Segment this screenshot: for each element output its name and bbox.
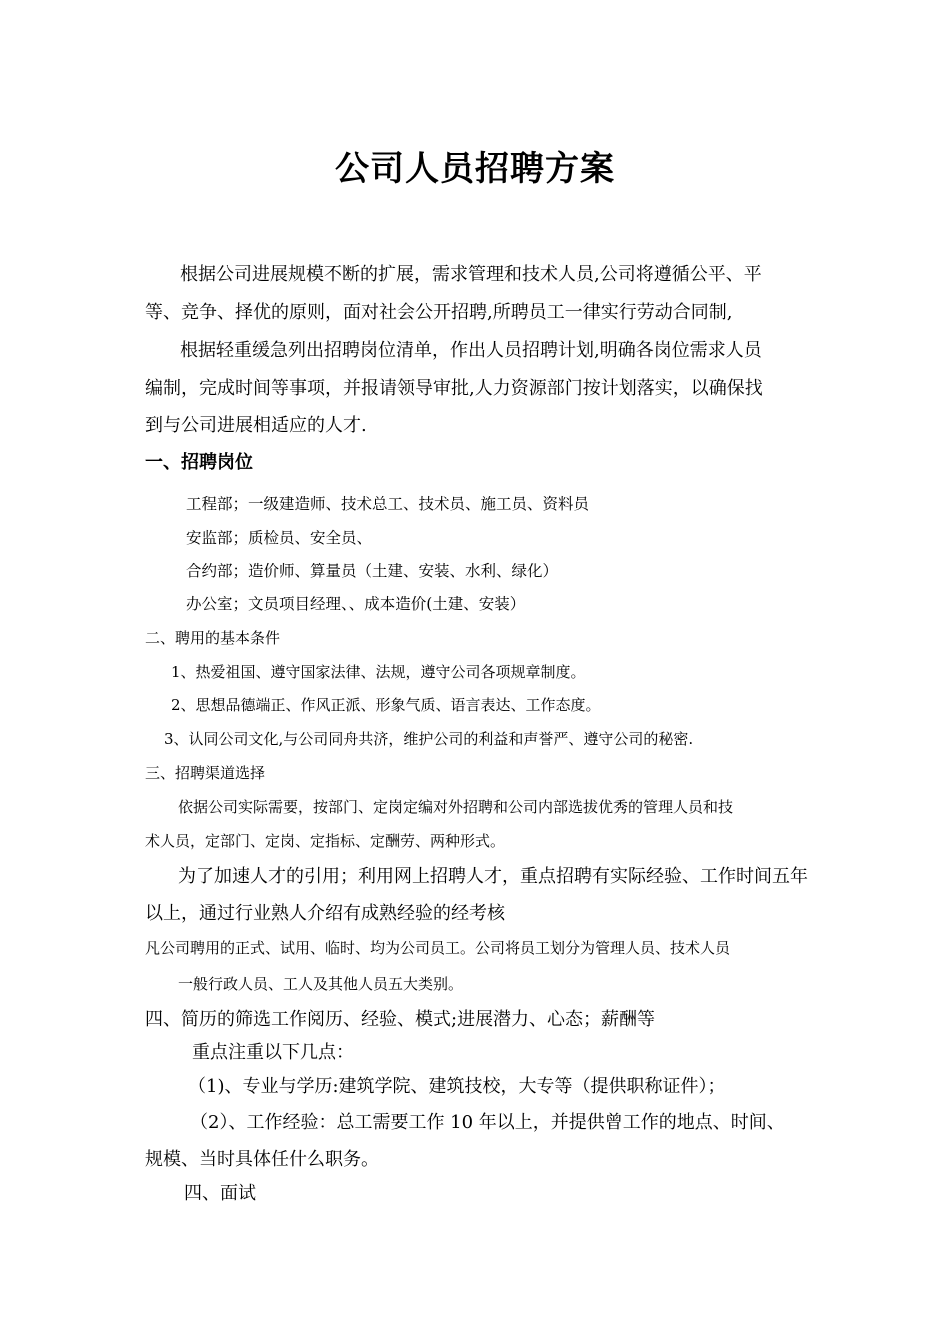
condition-item: 2、思想品德端正、作风正派、形象气质、语言表达、工作态度。 (171, 696, 601, 714)
section-heading-conditions: 二、聘用的基本条件 (145, 629, 281, 647)
intro-line-4: 编制，完成时间等事项，并报请领导审批,人力资源部门按计划落实，以确保找 (145, 378, 763, 399)
channels-para2-line-1: 为了加速人才的引用；利用网上招聘人才，重点招聘有实际经验、工作时间五年 (178, 866, 808, 887)
resume-item-2-line-1: （2）、工作经验：总工需要工作 10 年以上，并提供曾工作的地点、时间、 (190, 1112, 785, 1133)
position-item: 安监部；质检员、安全员、 (186, 529, 373, 547)
intro-line-5: 到与公司进展相适应的人才. (145, 415, 367, 436)
position-item: 合约部；造价师、算量员（土建、安装、水利、绿化） (186, 562, 559, 580)
channels-para3-line-2: 一般行政人员、工人及其他人员五大类别。 (178, 975, 464, 993)
channels-para1-line-1: 依据公司实际需要，按部门、定岗定编对外招聘和公司内部选拔优秀的管理人员和技 (178, 798, 734, 816)
intro-line-2: 等、竞争、择优的原则，面对社会公开招聘,所聘员工一律实行劳动合同制, (145, 302, 733, 323)
section-heading-channels: 三、招聘渠道选择 (145, 764, 266, 782)
document-title: 公司人员招聘方案 (335, 149, 615, 189)
intro-line-3: 根据轻重缓急列出招聘岗位清单，作出人员招聘计划,明确各岗位需求人员 (180, 340, 762, 361)
channels-para2-line-2: 以上，通过行业熟人介绍有成熟经验的经考核 (145, 903, 505, 924)
section-heading-interview: 四、面试 (184, 1183, 256, 1204)
channels-para1-line-2: 术人员，定部门、定岗、定指标、定酬劳、两种形式。 (145, 832, 506, 850)
position-item: 工程部；一级建造师、技术总工、技术员、施工员、资料员 (186, 495, 590, 513)
resume-subheading: 重点注重以下几点： (192, 1042, 354, 1063)
resume-item-1: （1)、专业与学历:建筑学院、建筑技校，大专等（提供职称证件）； (188, 1076, 726, 1097)
channels-para3-line-1: 凡公司聘用的正式、试用、临时、均为公司员工。公司将员工划分为管理人员、技术人员 (145, 939, 731, 957)
condition-item: 3、认同公司文化,与公司同舟共济，维护公司的利益和声誉严、遵守公司的秘密. (164, 730, 694, 748)
section-heading-resume: 四、简历的筛选工作阅历、经验、模式;进展潜力、心态；薪酬等 (145, 1009, 656, 1030)
position-item: 办公室；文员项目经理、、成本造价(土建、安装） (186, 595, 526, 613)
intro-line-1: 根据公司进展规模不断的扩展，需求管理和技术人员,公司将遵循公平、平 (180, 264, 762, 285)
section-heading-positions: 一、招聘岗位 (145, 452, 253, 473)
resume-item-2-line-2: 规模、当时具体任什么职务。 (145, 1149, 379, 1170)
condition-item: 1、热爱祖国、遵守国家法律、法规，遵守公司各项规章制度。 (171, 663, 586, 681)
